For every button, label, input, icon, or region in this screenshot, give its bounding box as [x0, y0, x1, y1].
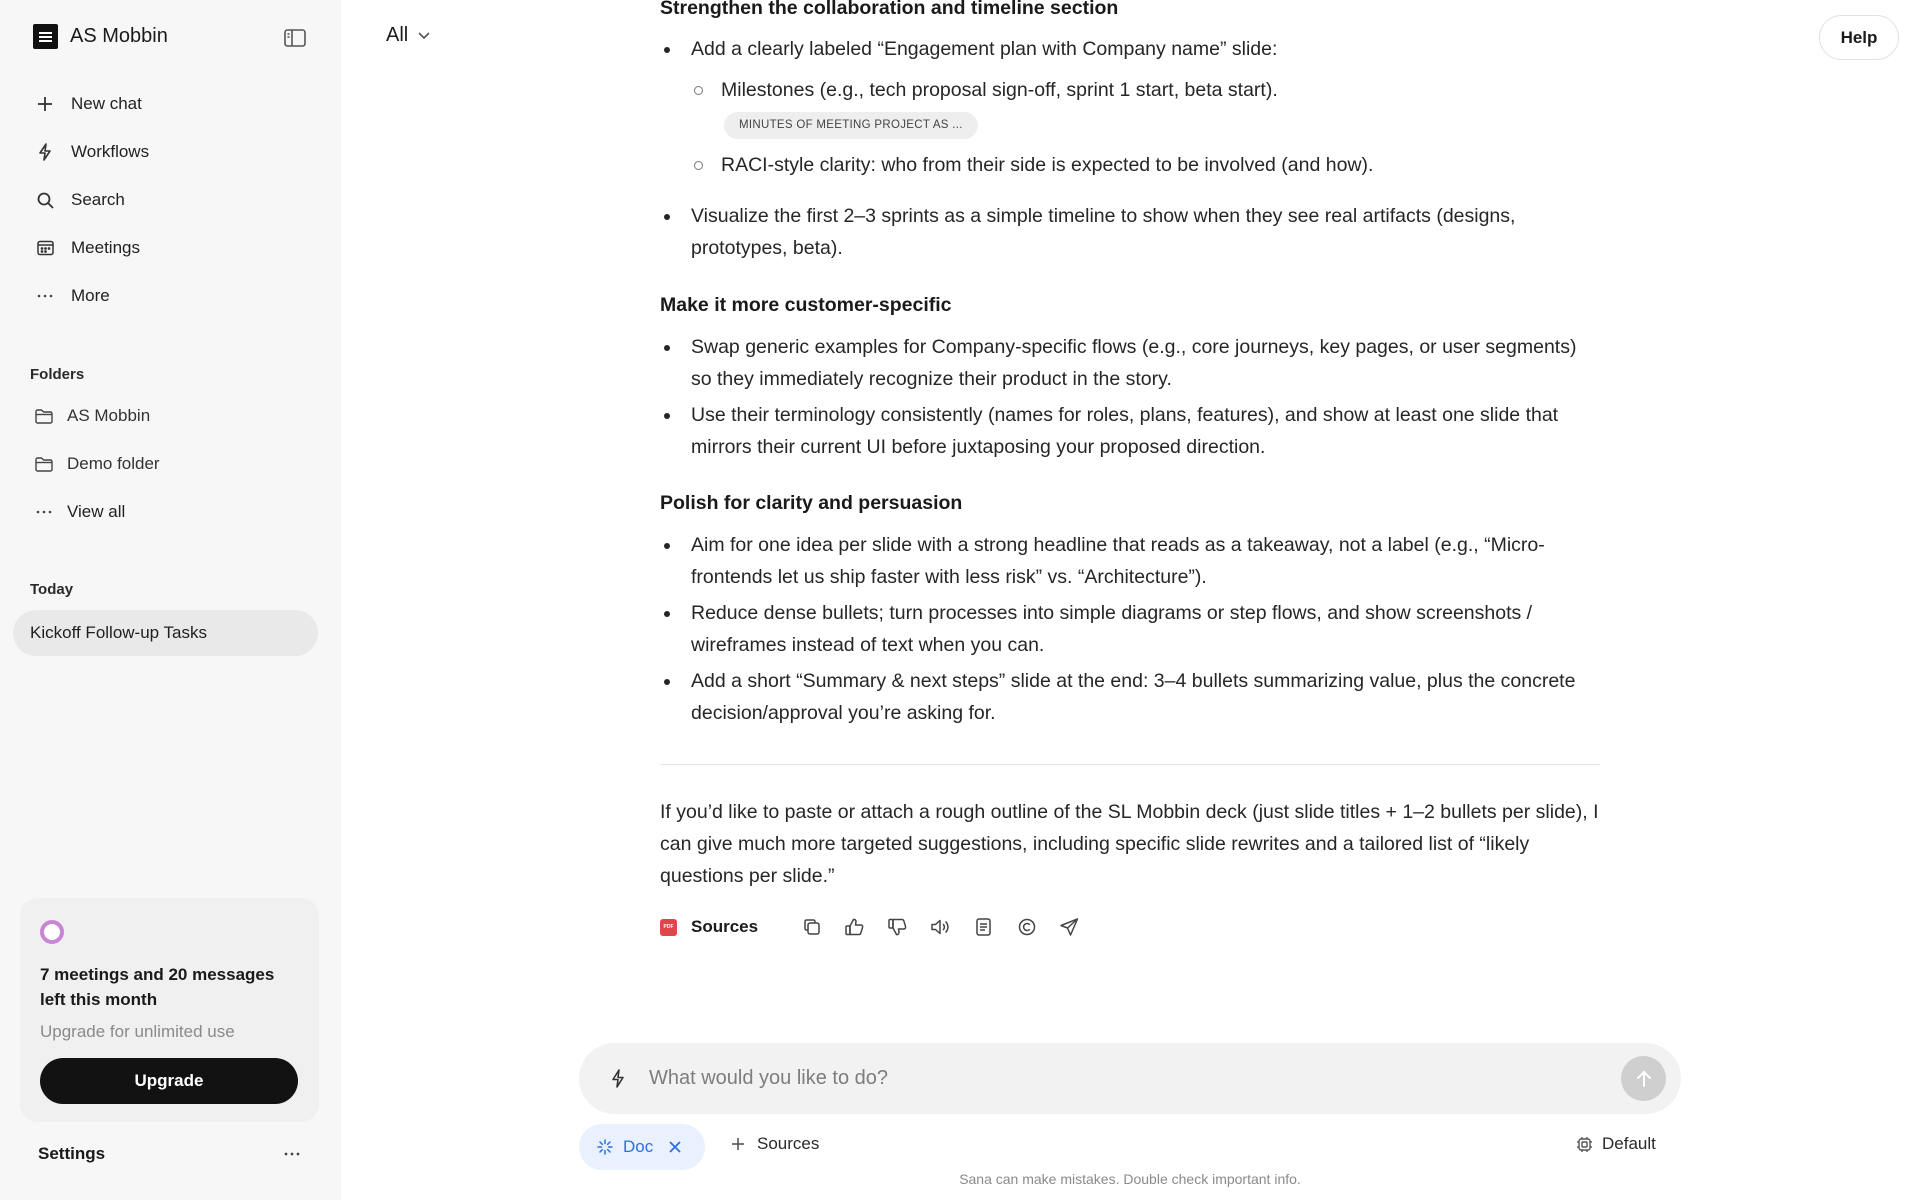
document-icon[interactable]	[962, 911, 1005, 943]
assistant-message	[660, 0, 1600, 892]
folder-label: Demo folder	[67, 454, 160, 473]
list-item-text: Milestones (e.g., tech proposal sign-off, sprint 1 start, beta start).	[721, 79, 1278, 101]
nav-label: Workflows	[71, 142, 150, 161]
citation-chip[interactable]: MINUTES OF MEETING PROJECT AS ...	[724, 112, 978, 139]
bullet-list	[660, 529, 1600, 729]
workspace-logo-icon	[33, 24, 58, 49]
list-item	[660, 331, 1600, 395]
add-sources-button[interactable]	[731, 1134, 819, 1154]
list-item-text: Aim for one idea per slide with a strong headline that reads as a takeaway, not a label (e.g., “Micro-frontends let us ship faster with less risk” vs. “Architecture”).	[691, 534, 1545, 588]
folders-heading: Folders	[30, 366, 85, 383]
chat-history-item[interactable]: Kickoff Follow-up Tasks	[13, 610, 318, 656]
disclaimer-text: Sana can make mistakes. Double check important info.	[959, 1171, 1301, 1187]
message-input[interactable]	[649, 1059, 1621, 1099]
main-nav	[33, 80, 313, 320]
list-item	[660, 200, 1600, 264]
cpu-chip-icon	[1576, 1136, 1593, 1153]
list-item-text: Add a short “Summary & next steps” slide at the end: 3–4 bullets summarizing value, plus the concrete decision/approval you’re asking for.	[691, 670, 1576, 724]
section-heading: Make it more customer-specific	[660, 294, 952, 316]
nav-label: Search	[71, 190, 125, 209]
nav-label: Meetings	[71, 238, 140, 257]
list-item-text: Add a clearly labeled “Engagement plan with Company name” slide:	[691, 38, 1278, 60]
share-icon[interactable]	[1048, 911, 1091, 943]
sources-button[interactable]	[660, 917, 758, 937]
thumbs-down-icon[interactable]	[876, 911, 919, 943]
list-item-text: Reduce dense bullets; turn processes into simple diagrams or step flows, and show screenshots / wireframes instead of text when you can.	[691, 602, 1533, 656]
sources-label: Sources	[691, 917, 759, 936]
search-icon	[33, 192, 57, 209]
list-item-text: Use their terminology consistently (names for roles, plans, features), and show at least one slide that mirrors their current UI before juxtaposing your proposed direction.	[691, 404, 1559, 458]
bolt-icon[interactable]	[603, 1069, 633, 1088]
help-button[interactable]: Help	[1819, 15, 1899, 60]
regenerate-icon[interactable]	[1005, 911, 1048, 943]
folder-item-demo-folder[interactable]	[33, 440, 313, 488]
usage-title: 7 meetings and 20 messages left this month	[40, 965, 275, 1009]
calendar-icon	[33, 240, 57, 256]
folder-icon	[33, 409, 55, 424]
filter-label: All	[386, 24, 409, 46]
folder-view-all[interactable]	[33, 488, 313, 536]
sub-list-item	[691, 149, 1600, 181]
today-heading: Today	[30, 581, 74, 598]
sub-list-item	[691, 74, 1600, 149]
sparkle-icon	[597, 1139, 613, 1155]
filter-dropdown[interactable]	[386, 24, 430, 47]
nav-label: New chat	[71, 94, 142, 113]
folder-item-as-mobbin[interactable]	[33, 392, 313, 440]
workspace-switcher[interactable]	[33, 24, 168, 49]
model-label: Default	[1602, 1134, 1656, 1153]
pdf-file-icon: PDF	[660, 919, 677, 936]
settings-link[interactable]: Settings	[38, 1144, 106, 1163]
doc-mode-chip[interactable]	[579, 1124, 705, 1170]
usage-ring-icon	[40, 920, 64, 944]
message-actions	[660, 911, 1091, 943]
section-heading: Strengthen the collaboration and timeline section	[660, 0, 1119, 19]
folder-list	[33, 392, 313, 536]
settings-row	[38, 1144, 300, 1164]
sidebar-toggle-icon[interactable]	[284, 29, 306, 47]
nav-more[interactable]	[33, 272, 313, 320]
bullet-list	[660, 331, 1600, 463]
workspace-name: AS Mobbin	[70, 25, 168, 47]
nav-label: More	[71, 286, 110, 305]
nav-workflows[interactable]	[33, 128, 313, 176]
folder-label: AS Mobbin	[67, 406, 151, 425]
list-item-text: Swap generic examples for Company-specific flows (e.g., core journeys, key pages, or user segments) so they immediately recognize their product in the story.	[691, 336, 1577, 390]
plus-icon	[731, 1137, 745, 1151]
copy-icon[interactable]	[790, 911, 833, 943]
list-item	[660, 665, 1600, 729]
model-selector[interactable]	[1576, 1134, 1656, 1154]
nav-new-chat[interactable]	[33, 80, 313, 128]
closing-paragraph: If you’d like to paste or attach a rough outline of the SL Mobbin deck (just slide titles + 1–2 bullets per slide), I can give much more targeted suggestions, including specific slide rewrites and a tailored list of “likely questions per slide.”	[660, 801, 1599, 887]
upgrade-button[interactable]: Upgrade	[40, 1058, 298, 1104]
list-item-text: Visualize the first 2–3 sprints as a simple timeline to show when they see real artifacts (designs, prototypes, beta).	[691, 205, 1516, 259]
sub-bullet-list	[691, 74, 1600, 181]
more-dots-icon	[33, 510, 55, 514]
sidebar	[0, 0, 341, 1200]
list-item	[660, 399, 1600, 463]
folder-label: View all	[67, 502, 126, 521]
folder-icon	[33, 457, 55, 472]
nav-meetings[interactable]	[33, 224, 313, 272]
bolt-icon	[33, 143, 57, 161]
close-icon[interactable]	[669, 1141, 681, 1153]
bullet-list	[660, 33, 1600, 264]
nav-search[interactable]	[33, 176, 313, 224]
send-button[interactable]	[1621, 1056, 1666, 1101]
thumbs-up-icon[interactable]	[833, 911, 876, 943]
usage-card	[20, 898, 319, 1122]
section-heading: Polish for clarity and persuasion	[660, 492, 963, 514]
plus-icon	[33, 96, 57, 112]
doc-chip-label: Doc	[623, 1137, 654, 1156]
add-sources-label: Sources	[757, 1134, 820, 1153]
divider	[660, 764, 1600, 765]
chevron-down-icon	[418, 32, 430, 40]
usage-subtitle: Upgrade for unlimited use	[40, 1022, 235, 1041]
speaker-icon[interactable]	[919, 911, 962, 943]
settings-more-icon[interactable]	[284, 1152, 300, 1156]
list-item-text: RACI-style clarity: who from their side is expected to be involved (and how).	[721, 154, 1374, 176]
list-item	[660, 597, 1600, 661]
chat-composer	[579, 1043, 1681, 1114]
list-item	[660, 33, 1600, 181]
more-dots-icon	[33, 294, 57, 298]
list-item	[660, 529, 1600, 593]
